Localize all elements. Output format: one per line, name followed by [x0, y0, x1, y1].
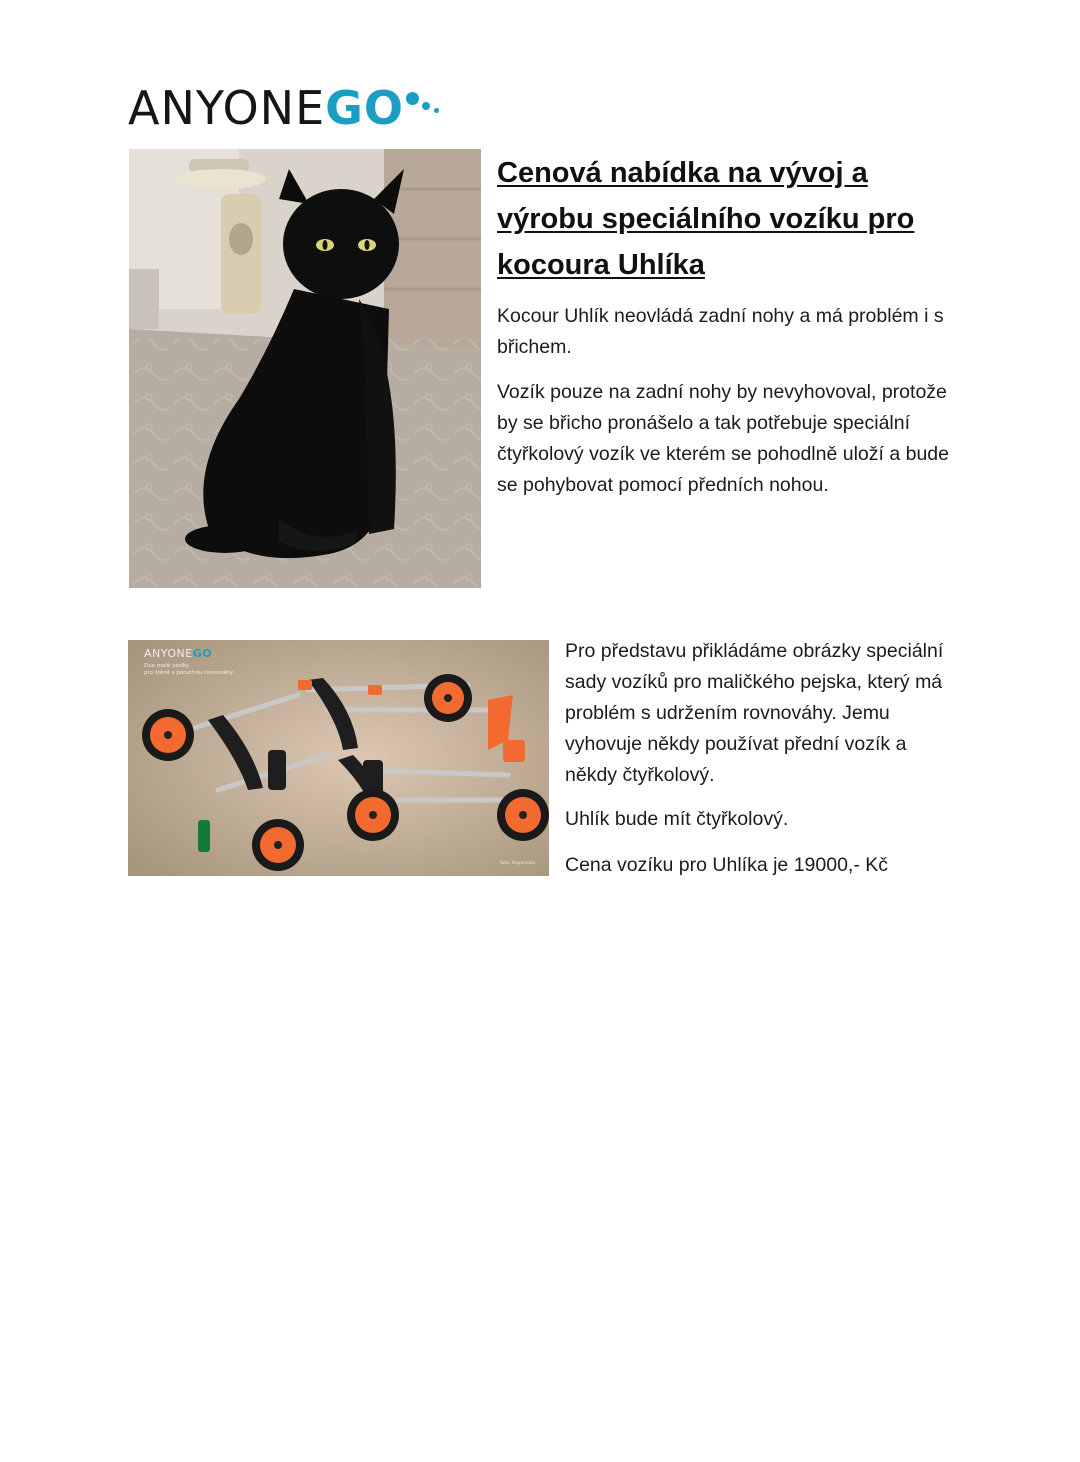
paragraph-condition: Kocour Uhlík neovládá zadní nohy a má problém i s břichem.	[497, 305, 944, 358]
cart-brand-anyone: ANYONE	[144, 647, 193, 660]
paragraph-example: Pro představu přikládáme obrázky speciální sady vozíků pro maličkého pejska, který má problém s udržením rovnováhy. Jemu vyhovuje někdy používat přední vozík a někdy čtyřkolový.	[565, 640, 944, 786]
cart-photo-credit: foto: AnyoneGo	[499, 861, 535, 866]
cart-photo-caption	[144, 663, 233, 677]
cart-caption-line2: pro štěně s poruchou rovnováhy	[144, 670, 234, 676]
page-title: Cenová nabídka na vývoj a výrobu speciálního vozíku pro kocoura Uhlíka	[497, 157, 915, 281]
logo-anyone-text: ANYONE	[128, 81, 326, 135]
anyonego-logo	[128, 80, 448, 136]
cart-photo-brand	[144, 647, 212, 660]
logo-dots-icon	[404, 80, 448, 136]
cat-photo	[129, 149, 481, 588]
cart-caption-line1: Dva malé vozíky	[144, 663, 190, 669]
paragraph-price: Cena vozíku pro Uhlíka je 19000,- Kč	[565, 854, 889, 876]
paragraph-uhlik-four-wheel: Uhlík bude mít čtyřkolový.	[565, 808, 789, 830]
cart-photo	[128, 640, 549, 876]
logo-go-text: GO	[325, 81, 405, 135]
cart-brand-go: GO	[192, 647, 213, 660]
paragraph-cart-reason: Vozík pouze na zadní nohy by nevyhovoval, protože by se břicho pronášelo a tak potřebuje speciální čtyřkolový vozík ve kterém se pohodlně uloží a bude se pohybovat pomocí předních nohou.	[497, 381, 949, 496]
